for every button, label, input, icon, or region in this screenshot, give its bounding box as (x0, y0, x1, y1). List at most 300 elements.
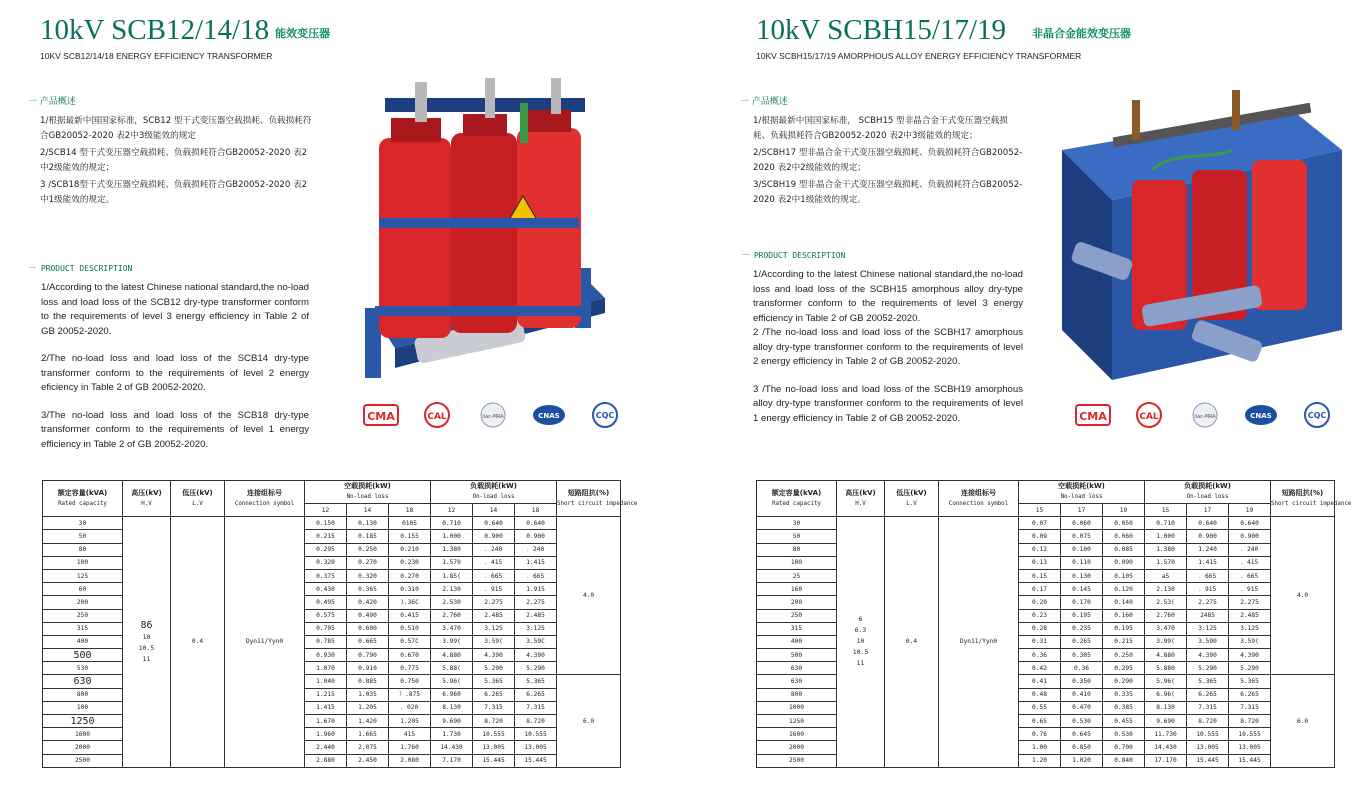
ilac-mra-logo-icon (1186, 401, 1224, 429)
table-cell: 0.375 (305, 569, 347, 582)
table-cell: 0.430 (305, 583, 347, 596)
subheader-cell: 19 (1229, 504, 1271, 517)
table-cell: 0.900 (1187, 530, 1229, 543)
subheader-cell: 18 (389, 504, 431, 517)
table-cell: 0.4 (171, 517, 225, 768)
table-cell: 250 (43, 609, 123, 622)
table-cell: 6.265 (515, 688, 557, 701)
table-cell: 3.590 (1187, 635, 1229, 648)
table-cell: 0.42 (1019, 662, 1061, 675)
description-en-item: 3/The no-load loss and load loss of the SCB18 dry-type transformer conform to the requirements of level 1 energy efficiency in Table 2 of GB 20052-2020. (41, 409, 309, 450)
table-cell: 50 (43, 530, 123, 543)
table-cell: 1.730 (431, 728, 473, 741)
table-cell: 0.490 (347, 609, 389, 622)
table-cell: 2.075 (347, 741, 389, 754)
table-cell: 1.000 (1145, 530, 1187, 543)
table-cell: 14.430 (1145, 741, 1187, 754)
table-cell: 0.15 (1019, 569, 1061, 582)
table-cell: 0.060 (1103, 530, 1145, 543)
table-cell: 0.900 (515, 530, 557, 543)
subheader-cell: 12 (305, 504, 347, 517)
table-cell: 0.195 (1103, 622, 1145, 635)
table-cell: 80 (757, 543, 837, 556)
table-cell: a5 (1145, 569, 1187, 582)
table-cell: 1600 (757, 728, 837, 741)
table-cell: 6.96( (1145, 688, 1187, 701)
hv-value: 10 (142, 632, 151, 641)
header-hv: 高压(kV) H.V (123, 481, 171, 517)
table-cell: 8.720 (473, 715, 515, 728)
table-cell: 0.320 (305, 556, 347, 569)
svg-text:CNAS: CNAS (538, 412, 560, 420)
description-en-item: 1/According to the latest Chinese national standard,the no-load loss and load loss of the SCBH15 amorphous alloy dry-type transformer conform to the requirements of level 3 energy efficiency in Table 2 of GB 20052-2020. (753, 269, 1023, 324)
hv-value: 10.5 (138, 643, 155, 652)
table-cell: 2.53( (1145, 596, 1187, 609)
table-cell: 100 (43, 701, 123, 714)
table-cell: 1000 (757, 701, 837, 714)
hv-value: 6.3 (854, 626, 867, 635)
table-cell: 2.485 (473, 609, 515, 622)
table-cell: 10.555 (515, 728, 557, 741)
page-subtitle: 10KV SCBH15/17/19 AMORPHOUS ALLOY ENERGY EFFICIENCY TRANSFORMER (756, 51, 1082, 61)
table-cell: 1.665 (347, 728, 389, 741)
table-cell: 5.365 (1229, 675, 1271, 688)
table-cell: 315 (757, 622, 837, 635)
section-heading-en: 一 PRODUCT DESCRIPTION (741, 251, 846, 260)
transformer-photo (1052, 90, 1342, 380)
table-cell: 1.570 (431, 556, 473, 569)
table-cell: 5.290 (1229, 662, 1271, 675)
table-cell: 100 (757, 556, 837, 569)
table-cell: ．915 (1229, 583, 1271, 596)
cqc-logo-icon (1298, 401, 1336, 429)
table-cell: 10.555 (473, 728, 515, 741)
table-cell: 0.640 (1187, 517, 1229, 530)
header-impedance: 短路阻抗(%) Short circuit impedance (1271, 481, 1335, 517)
table-cell: 500 (43, 649, 123, 662)
table-cell: 800 (757, 688, 837, 701)
table-cell: 0.510 (389, 622, 431, 635)
table-cell: 0.215 (305, 530, 347, 543)
table-cell: ．240 (473, 543, 515, 556)
table-cell: 4.390 (515, 649, 557, 662)
table-cell: 0.160 (1103, 609, 1145, 622)
table-cell: 2.130 (1145, 583, 1187, 596)
table-cell: 1.070 (305, 662, 347, 675)
table-cell: 0.750 (389, 675, 431, 688)
table-cell: 6.265 (1229, 688, 1271, 701)
table-cell: 2500 (757, 754, 837, 767)
table-cell: 7.315 (473, 701, 515, 714)
table-cell: 2.275 (473, 596, 515, 609)
table-cell: 125 (43, 569, 123, 582)
hv-cell (837, 517, 885, 768)
table-cell: 4.390 (473, 649, 515, 662)
table-cell: 13.005 (473, 741, 515, 754)
table-cell: 1.205 (389, 715, 431, 728)
description-en-item: 2 /The no-load loss and load loss of the SCBH17 amorphous alloy dry-type transformer conform to the requirements of level 2 energy efficiency in Table 2 of GB 20052-2020. (753, 327, 1023, 367)
table-cell: 0.305 (1061, 649, 1103, 662)
table-cell: 1.915 (515, 583, 557, 596)
table-cell: 0.640 (515, 517, 557, 530)
section-heading-en: 一 PRODUCT DESCRIPTION (28, 264, 133, 273)
description-en-item: 2/The no-load loss and load loss of the SCB14 dry-type transformer conform to the requirements of level 2 energy eficiency in Table 2 of GB 20052-2020. (41, 353, 309, 393)
table-cell: 0.23 (1019, 609, 1061, 622)
table-cell: 800 (43, 688, 123, 701)
svg-text:CAL: CAL (427, 412, 447, 422)
description-en (753, 268, 1023, 439)
table-cell: 2.760 (1145, 609, 1187, 622)
page-subtitle: 10KV SCB12/14/18 ENERGY EFFICIENCY TRANSFORMER (40, 51, 273, 61)
table-cell: 6.0 (1271, 675, 1335, 767)
table-cell: 4.880 (431, 649, 473, 662)
table-cell: ．415 (1229, 556, 1271, 569)
cma-logo-icon (362, 401, 400, 429)
cqc-logo-icon (586, 401, 624, 429)
table-cell: 1600 (43, 728, 123, 741)
ilac-mra-logo-icon (474, 401, 512, 429)
hv-value: 11 (142, 654, 151, 663)
table-cell: 2.530 (431, 596, 473, 609)
table-cell: 5.365 (473, 675, 515, 688)
table-cell: 0.640 (473, 517, 515, 530)
header-noload: 空载损耗(kW) No-load loss (1019, 481, 1145, 504)
table-cell: 2500 (43, 754, 123, 767)
cnas-logo-icon (1242, 401, 1280, 429)
table-cell: 7.315 (1187, 701, 1229, 714)
table-cell: ．020 (389, 701, 431, 714)
table-cell: 0.17 (1019, 583, 1061, 596)
table-cell: 0.76 (1019, 728, 1061, 741)
table-cell: 400 (757, 635, 837, 648)
table-cell: 50 (757, 530, 837, 543)
table-cell: 3.59( (1229, 635, 1271, 648)
subheader-cell: 14 (347, 504, 389, 517)
table-cell: 1.035 (347, 688, 389, 701)
table-cell: 0.155 (389, 530, 431, 543)
table-cell: 8.720 (515, 715, 557, 728)
svg-text:CMA: CMA (367, 410, 395, 423)
svg-text:CNAS: CNAS (1250, 412, 1272, 420)
table-cell: 0.410 (1061, 688, 1103, 701)
table-cell: 60 (43, 583, 123, 596)
section-heading-cn: 一 产品概述 (28, 97, 76, 107)
table-cell: 0.900 (473, 530, 515, 543)
table-cell: 0.930 (305, 649, 347, 662)
table-cell: 4.390 (1229, 649, 1271, 662)
table-cell: 4.0 (1271, 517, 1335, 675)
table-cell: 0.48 (1019, 688, 1061, 701)
table-cell: 0.840 (1103, 754, 1145, 767)
table-cell: 0.850 (1061, 741, 1103, 754)
table-cell: 5.880 (1145, 662, 1187, 675)
table-cell: 2.450 (347, 754, 389, 767)
table-cell: 1.205 (347, 701, 389, 714)
page-title: 10kV SCB12/14/18 能效变压器 (40, 14, 331, 46)
table-cell: 4.390 (1187, 649, 1229, 662)
table-cell: 0.670 (389, 649, 431, 662)
table-cell: 3.99( (1145, 635, 1187, 648)
table-cell: 1.000 (431, 530, 473, 543)
description-cn-item: 1/根据最新中国国家标准， SCBH15 型非晶合金干式变压器空载损耗、负载损耗符合GB20052-2020 表2中3级能效的规定； (753, 116, 1008, 141)
table-cell: 0.420 (347, 596, 389, 609)
table-cell: 5.88( (431, 662, 473, 675)
header-lv: 低压(kV) L.V (885, 481, 939, 517)
table-cell: 3.125 (515, 622, 557, 635)
table-cell: 0.090 (1103, 556, 1145, 569)
table-cell: 0.235 (1061, 622, 1103, 635)
table-cell: 0.215 (1103, 635, 1145, 648)
header-load: 负载损耗(kW) On-load loss (431, 481, 557, 504)
table-cell: 0.470 (1061, 701, 1103, 714)
hv-cell (123, 517, 171, 768)
description-cn (40, 114, 312, 210)
header-load: 负载损耗(kW) On-load loss (1145, 481, 1271, 504)
table-cell: 0.36 (1019, 649, 1061, 662)
table-cell: 200 (757, 596, 837, 609)
table-cell: 2.080 (389, 754, 431, 767)
table-cell: 5.290 (473, 662, 515, 675)
table-cell: ．665 (1229, 569, 1271, 582)
table-cell: 13.005 (515, 741, 557, 754)
description-cn-item: 1/根据最新中国国家标准，SCB12 型干式变压器空载损耗、负载损耗符合GB20052-2020 表2中3级能效的规定 (40, 116, 312, 141)
table-cell: 6.0 (557, 675, 621, 767)
table-cell: 0.145 (1061, 583, 1103, 596)
spec-table (756, 480, 1352, 768)
hv-value: 86 (140, 619, 153, 631)
table-cell: 0.185 (347, 530, 389, 543)
table-cell: 5.96( (431, 675, 473, 688)
table-cell: 10.555 (1187, 728, 1229, 741)
transformer-photo (355, 78, 615, 388)
table-cell: 30 (757, 517, 837, 530)
table-cell: 0.65 (1019, 715, 1061, 728)
table-row (757, 517, 1335, 530)
table-cell: 1.00 (1019, 741, 1061, 754)
subheader-cell: 15 (1145, 504, 1187, 517)
table-cell: 9.690 (1145, 715, 1187, 728)
table-cell: 0.230 (389, 556, 431, 569)
table-cell: 2.275 (515, 596, 557, 609)
subheader-cell: 19 (1103, 504, 1145, 517)
subheader-cell: 17 (1187, 504, 1229, 517)
table-cell: ．415 (473, 556, 515, 569)
table-cell: 1.760 (389, 741, 431, 754)
svg-text:ilac-MRA: ilac-MRA (1194, 414, 1216, 420)
table-cell: 160 (757, 583, 837, 596)
table-row (43, 517, 621, 530)
table-cell: 0.270 (389, 569, 431, 582)
table-cell: 0.900 (1229, 530, 1271, 543)
table-cell: 200 (43, 596, 123, 609)
table-cell: 2.440 (305, 741, 347, 754)
table-cell: 0.415 (389, 609, 431, 622)
table-cell: 3.125 (1229, 622, 1271, 635)
spec-table-body (43, 517, 621, 768)
svg-text:CAL: CAL (1139, 412, 1159, 422)
table-cell: 15.445 (473, 754, 515, 767)
cma-logo-icon (1074, 401, 1112, 429)
table-cell: 0.050 (1103, 517, 1145, 530)
table-cell: 500 (757, 649, 837, 662)
table-cell: 0.31 (1019, 635, 1061, 648)
table-cell: 0.13 (1019, 556, 1061, 569)
page-title: 10kV SCBH15/17/19 非晶合金能效变压器 (756, 14, 1132, 46)
table-cell: 2.880 (305, 754, 347, 767)
table-cell: ．665 (515, 569, 557, 582)
table-cell: 0.700 (1103, 741, 1145, 754)
table-cell: 2000 (43, 741, 123, 754)
table-cell: 0.365 (347, 583, 389, 596)
table-cell: 0.20 (1019, 596, 1061, 609)
table-cell: 2.760 (431, 609, 473, 622)
table-cell: 13.005 (1229, 741, 1271, 754)
description-en (41, 281, 309, 465)
header-hv: 高压(kV) H.V (837, 481, 885, 517)
table-cell: 1.85( (431, 569, 473, 582)
table-cell: 8.130 (1145, 701, 1187, 714)
table-cell: 5.96( (1145, 675, 1187, 688)
table-cell: 15.445 (515, 754, 557, 767)
table-cell: 0.140 (1103, 596, 1145, 609)
header-capacity: 额定容量(kVA) Rated capacity (43, 481, 123, 517)
table-cell: 1.570 (1145, 556, 1187, 569)
subheader-cell: 18 (515, 504, 557, 517)
table-cell: 0.07 (1019, 517, 1061, 530)
table-cell: ．665 (473, 569, 515, 582)
table-cell: ．240 (515, 543, 557, 556)
table-cell: 0.075 (1061, 530, 1103, 543)
table-cell: 30 (43, 517, 123, 530)
table-cell: 1.415 (515, 556, 557, 569)
table-cell: 6.265 (473, 688, 515, 701)
table-cell: 1.415 (305, 701, 347, 714)
hv-value: 11 (856, 659, 865, 668)
table-cell: 3.99( (431, 635, 473, 648)
table-cell: 1.415 (1187, 556, 1229, 569)
table-cell: 15.445 (1229, 754, 1271, 767)
table-cell: 0.265 (1061, 635, 1103, 648)
table-cell: 0.295 (305, 543, 347, 556)
table-cell: 0.110 (1061, 556, 1103, 569)
table-cell: 315 (43, 622, 123, 635)
table-cell: 17.170 (1145, 754, 1187, 767)
table-cell: ．240 (1229, 543, 1271, 556)
table-cell: 0.250 (1103, 649, 1145, 662)
header-connection: 连接组标号 Connection symbol (939, 481, 1019, 517)
table-cell: 0.55 (1019, 701, 1061, 714)
table-cell: 0.09 (1019, 530, 1061, 543)
table-cell: 0.530 (1103, 728, 1145, 741)
table-cell: 3.125 (473, 622, 515, 635)
hv-value: 10 (856, 637, 865, 646)
table-cell: 0.100 (1061, 543, 1103, 556)
table-cell: 0.710 (431, 517, 473, 530)
table-cell: 1.670 (305, 715, 347, 728)
table-cell: 0.195 (1061, 609, 1103, 622)
description-en-item: 3 /The no-load loss and load loss of the SCBH19 amorphous alloy dry-type transformer conform to the requirements of level 1 energy efficiency in Table 2 of GB 20052-2020. (753, 383, 1023, 424)
table-cell: 0.120 (1103, 583, 1145, 596)
description-cn-item: 2/SCB14 型干式变压器空载损耗、负载损耗符合GB20052-2020 表2中2级能效的规定； (40, 148, 308, 173)
table-cell: 1.20 (1019, 754, 1061, 767)
table-cell: 1250 (757, 715, 837, 728)
svg-text:CQC: CQC (1307, 411, 1327, 420)
header-noload: 空载损耗(kW) No-load loss (305, 481, 431, 504)
description-cn-item: 3/SCBH19 型非晶合金干式变压器空载损耗、负载损耗符合GB20052-2020 表2中1级能效的规定。 (753, 180, 1023, 205)
table-cell: 0.790 (347, 649, 389, 662)
table-cell: 0.385 (1103, 701, 1145, 714)
table-cell: 10.555 (1229, 728, 1271, 741)
header-connection: 连接组标号 Connection symbol (225, 481, 305, 517)
table-cell: 2.130 (431, 583, 473, 596)
table-cell: 630 (757, 675, 837, 688)
table-cell: 0.130 (1061, 569, 1103, 582)
subheader-cell: 15 (1019, 504, 1061, 517)
table-cell: 0.320 (347, 569, 389, 582)
header-capacity: 额定容量(kVA) Rated capacity (757, 481, 837, 517)
table-cell: 630 (43, 675, 123, 688)
svg-text:ilac-MRA: ilac-MRA (482, 414, 504, 420)
table-cell: 9.690 (431, 715, 473, 728)
table-cell: 1.215 (305, 688, 347, 701)
table-cell: 5.365 (1187, 675, 1229, 688)
header-lv: 低压(kV) L.V (171, 481, 225, 517)
right-page (686, 0, 1372, 794)
table-cell: 1.040 (305, 675, 347, 688)
table-cell: 0.455 (1103, 715, 1145, 728)
description-cn-item: 3 /SCB18型干式变压器空载损耗、负载损耗符合GB20052-2020 表2中1级能效的规定。 (40, 180, 308, 205)
table-cell: 7.315 (1229, 701, 1271, 714)
table-cell: 0.335 (1103, 688, 1145, 701)
table-cell: 8.130 (431, 701, 473, 714)
table-cell: 0.495 (305, 596, 347, 609)
table-cell: 0.170 (1061, 596, 1103, 609)
table-cell: 415 (389, 728, 431, 741)
table-cell: 0105 (389, 517, 431, 530)
description-cn-item: 2/SCBH17 型非晶合金干式变压器空载损耗、负载损耗符合GB20052-2020 表2中2级能效的规定； (753, 148, 1023, 173)
table-cell: 0.36 (1061, 662, 1103, 675)
cnas-logo-icon (530, 401, 568, 429)
table-cell: ).36C (389, 596, 431, 609)
table-cell: 0.150 (305, 517, 347, 530)
table-cell: 0.640 (1229, 517, 1271, 530)
table-cell: 2000 (757, 741, 837, 754)
table-cell: 2485 (1187, 609, 1229, 622)
table-cell: 25 (757, 569, 837, 582)
table-cell: 1.380 (431, 543, 473, 556)
cal-logo-icon (1130, 401, 1168, 429)
table-cell: 5.290 (515, 662, 557, 675)
table-cell: 250 (757, 609, 837, 622)
table-cell: 0.575 (305, 609, 347, 622)
table-cell: 0.4 (885, 517, 939, 768)
table-cell: 7.170 (431, 754, 473, 767)
table-cell: 2.485 (515, 609, 557, 622)
table-cell: 6.265 (1187, 688, 1229, 701)
table-cell: 5.290 (1187, 662, 1229, 675)
certification-logos (362, 401, 624, 429)
table-cell: 530 (43, 662, 123, 675)
table-cell: 0.105 (1103, 569, 1145, 582)
table-cell: 0.665 (347, 635, 389, 648)
table-cell: ．915 (473, 583, 515, 596)
table-cell: 100 (43, 556, 123, 569)
table-cell: 0.290 (1103, 675, 1145, 688)
table-cell: 0.705 (305, 622, 347, 635)
subheader-cell: 12 (431, 504, 473, 517)
spec-table-body (757, 517, 1335, 768)
hv-value: 6 (858, 615, 863, 624)
